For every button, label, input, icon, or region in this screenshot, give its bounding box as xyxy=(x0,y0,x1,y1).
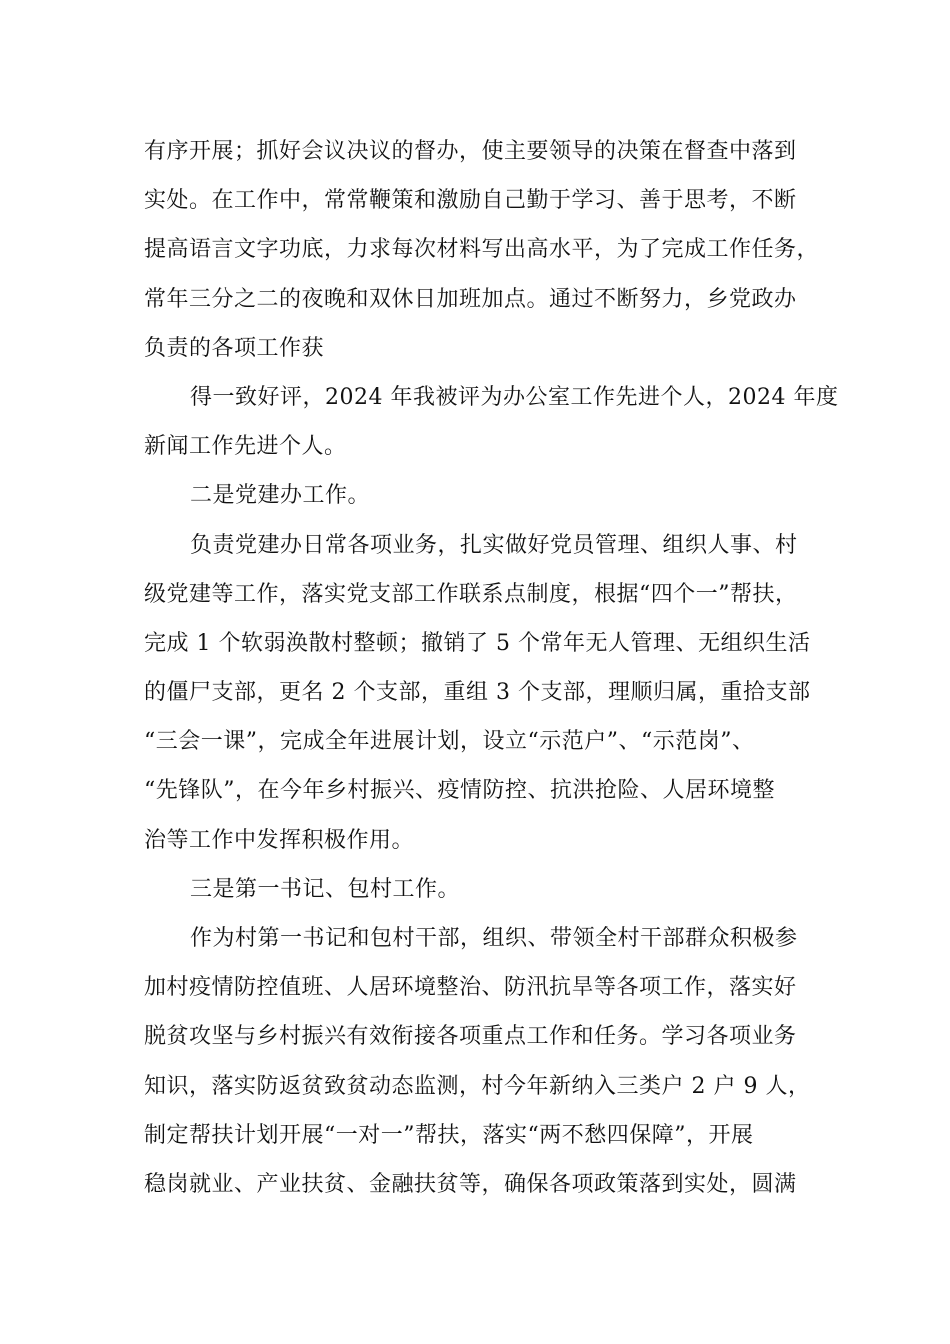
paragraph-start-line: 得一致好评，2024 年我被评为办公室工作先进个人，2024 年度 xyxy=(190,384,839,410)
text-line: 制定帮扶计划开展“一对一”帮扶，落实“两不愁四保障”，开展 xyxy=(144,1122,754,1148)
text-line: 的僵尸支部，更名 2 个支部，重组 3 个支部，理顺归属，重拾支部 xyxy=(144,680,811,706)
text-line: 知识，落实防返贫致贫动态监测，村今年新纳入三类户 2 户 9 人， xyxy=(144,1073,811,1099)
text-line: “三会一课”，完成全年进展计划，设立“示范户”、“示范岗”、 xyxy=(144,729,755,755)
text-line: 负责的各项工作获 xyxy=(144,335,325,361)
text-line: “先锋队”，在今年乡村振兴、疫情防控、抗洪抢险、人居环境整 xyxy=(144,778,775,804)
text-line: 完成 1 个软弱涣散村整顿；撤销了 5 个常年无人管理、无组织生活 xyxy=(144,630,811,656)
section-heading: 三是第一书记、包村工作。 xyxy=(190,876,461,902)
text-line: 常年三分之二的夜晚和双休日加班加点。通过不断努力，乡党政办 xyxy=(144,286,797,312)
paragraph-start-line: 作为村第一书记和包村干部，组织、带领全村干部群众积极参 xyxy=(190,926,798,951)
text-line: 加村疫情防控值班、人居环境整治、防汛抗旱等各项工作，落实好 xyxy=(144,975,797,1001)
text-line: 稳岗就业、产业扶贫、金融扶贫等，确保各项政策落到实处，圆满 xyxy=(144,1171,797,1197)
text-line: 实处。在工作中，常常鞭策和激励自己勤于学习、善于思考，不断 xyxy=(144,188,797,214)
text-line: 级党建等工作，落实党支部工作联系点制度，根据“四个一”帮扶， xyxy=(144,581,798,607)
text-line: 治等工作中发挥积极作用。 xyxy=(144,827,415,853)
document-body xyxy=(144,127,839,1209)
paragraph-start-line: 负责党建办日常各项业务，扎实做好党员管理、组织人事、村 xyxy=(190,532,798,558)
text-line: 脱贫攻坚与乡村振兴有效衔接各项重点工作和任务。学习各项业务 xyxy=(144,1024,797,1050)
text-line: 有序开展；抓好会议决议的督办，使主要领导的决策在督查中落到 xyxy=(144,139,797,164)
section-heading: 二是党建办工作。 xyxy=(190,483,371,509)
text-line: 新闻工作先进个人。 xyxy=(144,434,347,460)
text-line: 提高语言文字功底，力求每次材料写出高水平，为了完成工作任务， xyxy=(144,237,820,263)
